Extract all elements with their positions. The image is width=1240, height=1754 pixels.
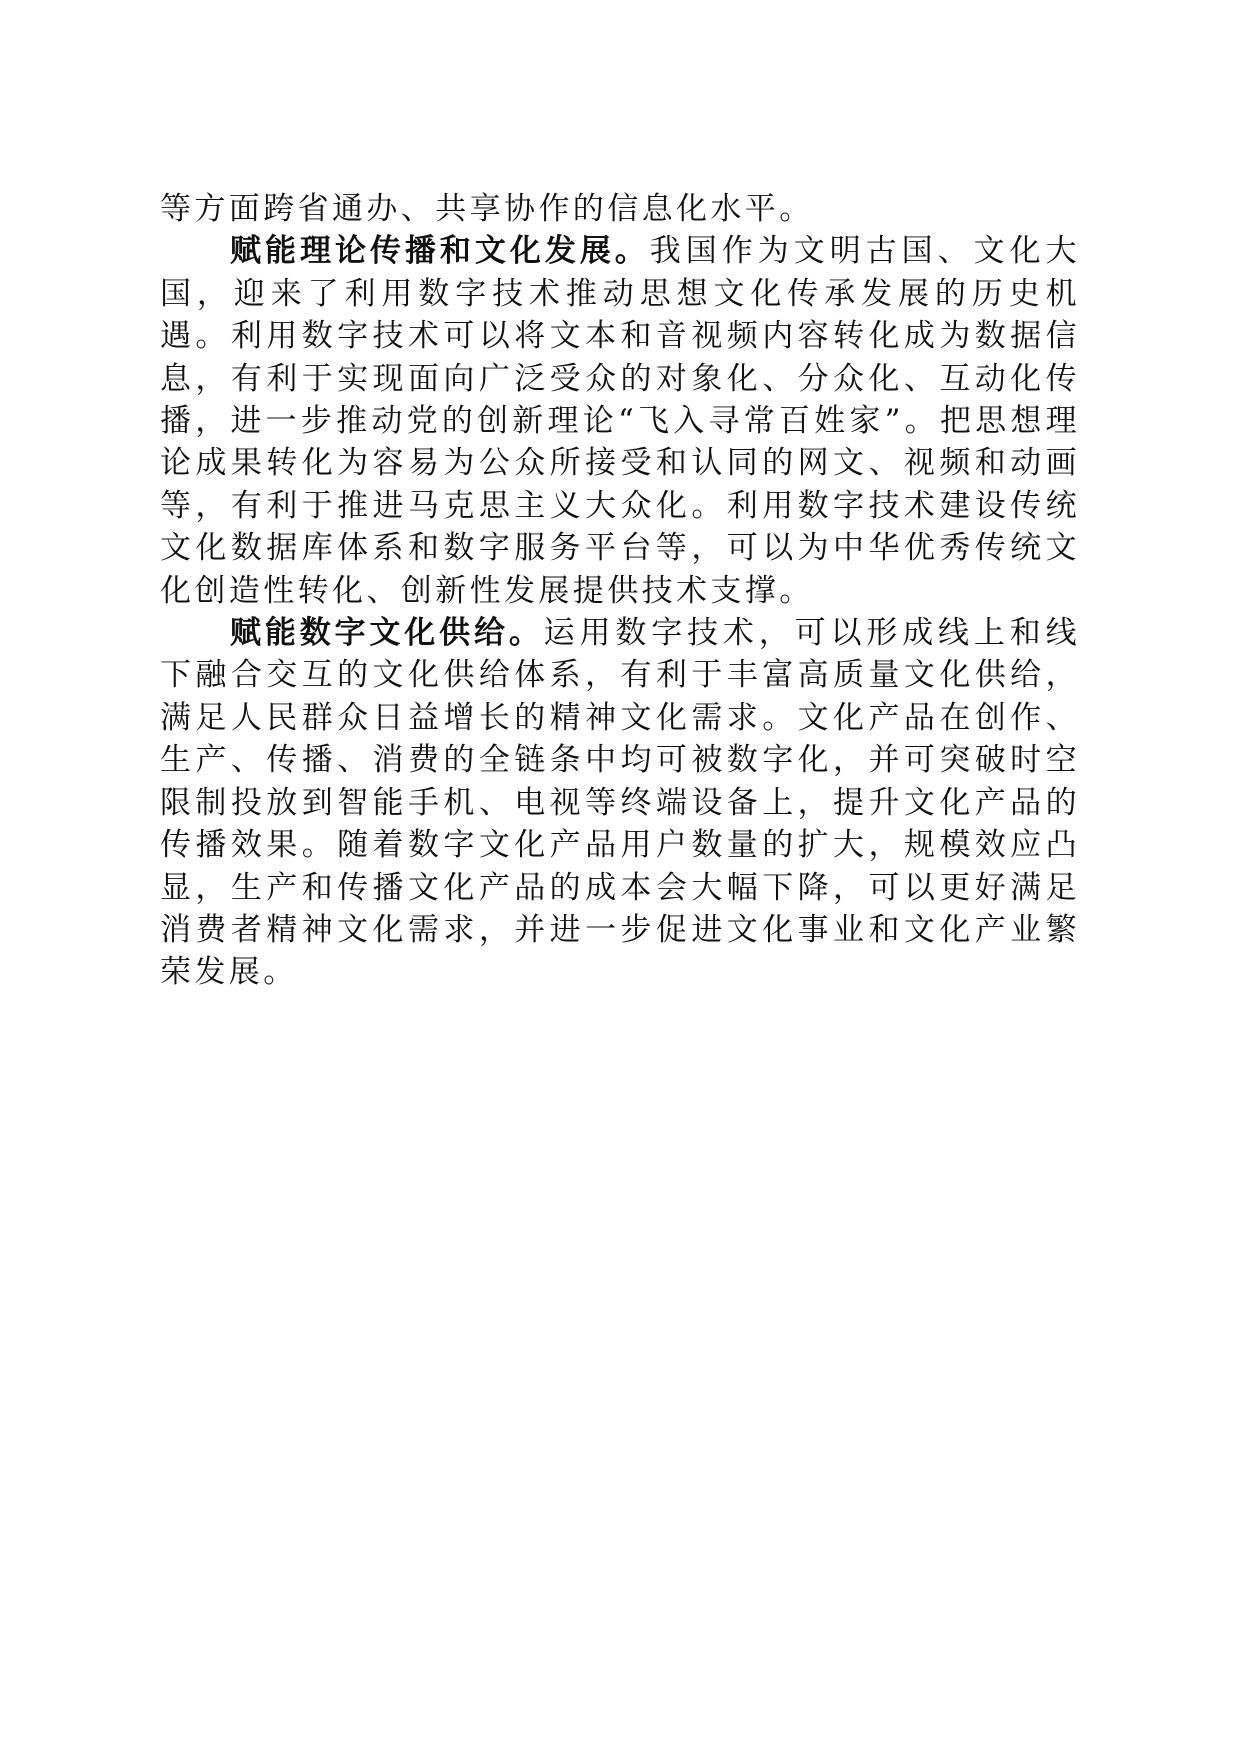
- paragraph-theory-dissemination: [160, 230, 1080, 612]
- paragraph-text: 等方面跨省通办、共享协作的信息化水平。: [160, 191, 814, 227]
- paragraph-digital-culture-supply: [160, 612, 1080, 994]
- paragraph-text: 我国作为文明古国、文化大国，迎来了利用数字技术推动思想文化传承发展的历史机遇。利用数字技术可以将文本和音视频内容转化成为数据信息，有利于实现面向广泛受众的对象化、分众化、互动化传播，进一步推动党的创新理论“飞入寻常百姓家”。把思想理论成果转化为容易为公众所接受和认同的网文、视频和动画等，有利于推进马克思主义大众化。利用数字技术建设传统文化数据库体系和数字服务平台等，可以为中华优秀传统文化创造性转化、创新性发展提供技术支撑。: [160, 233, 1080, 609]
- paragraph-heading: 赋能数字文化供给。: [230, 615, 544, 652]
- paragraph-heading: 赋能理论传播和文化发展。: [230, 233, 650, 270]
- paragraph-continuation: [160, 188, 1080, 230]
- paragraph-text: 运用数字技术，可以形成线上和线下融合交互的文化供给体系，有利于丰富高质量文化供给，满足人民群众日益增长的精神文化需求。文化产品在创作、生产、传播、消费的全链条中均可被数字化，并可突破时空限制投放到智能手机、电视等终端设备上，提升文化产品的传播效果。随着数字文化产品用户数量的扩大，规模效应凸显，生产和传播文化产品的成本会大幅下降，可以更好满足消费者精神文化需求，并进一步促进文化事业和文化产业繁荣发展。: [160, 615, 1080, 991]
- document-body: [160, 188, 1080, 994]
